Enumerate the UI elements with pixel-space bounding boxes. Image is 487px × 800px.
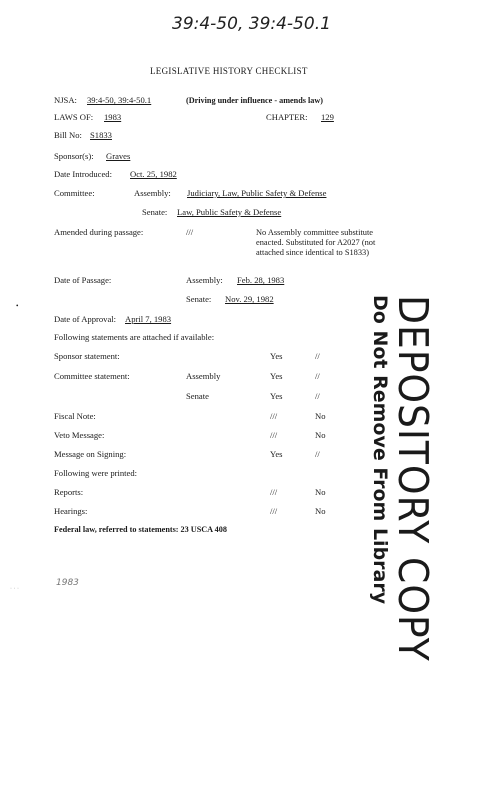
njsa-label: NJSA: [54,95,77,105]
federal-law-note: Federal law, referred to statements: 23 USCA 408 [54,525,227,534]
veto-message-no: No [315,430,326,440]
sponsor-statement-no: // [315,351,320,361]
margin-dots: · · · [10,586,19,592]
amended-mark: /// [186,227,194,237]
attached-heading: Following statements are attached if available: [54,332,215,342]
page-title: LEGISLATIVE HISTORY CHECKLIST [150,66,308,76]
committee-label: Committee: [54,188,95,198]
fiscal-note-yes: /// [270,411,278,421]
chapter-value: 129 [321,112,334,122]
hearings-yes: /// [270,506,278,516]
fiscal-note-no: No [315,411,326,421]
handwritten-title: 39:4-50, 39:4-50.1 [172,14,331,34]
committee-statement-assembly-label: Assembly [186,371,221,381]
passage-senate-label: Senate: [186,294,212,304]
sponsors-value: Graves [106,151,131,161]
njsa-value: 39:4-50, 39:4-50.1 [87,95,152,105]
signing-message-no: // [315,449,320,459]
veto-message-label: Veto Message: [54,430,105,440]
margin-note: 1983 [56,578,79,588]
signing-message-yes: Yes [270,449,283,459]
amended-label: Amended during passage: [54,227,144,237]
bill-no-label: Bill No: [54,130,82,140]
committee-statement-label: Committee statement: [54,371,130,381]
hearings-no: No [315,506,326,516]
committee-statement-senate-no: // [315,391,320,401]
committee-assembly-label: Assembly: [134,188,171,198]
fiscal-note-label: Fiscal Note: [54,411,96,421]
njsa-description: (Driving under influence - amends law) [186,96,323,105]
passage-label: Date of Passage: [54,275,112,285]
committee-statement-senate-label: Senate [186,391,209,401]
passage-senate-value: Nov. 29, 1982 [225,294,274,304]
laws-of-value: 1983 [104,112,122,122]
date-introduced-value: Oct. 25, 1982 [130,169,177,179]
sponsors-label: Sponsor(s): [54,151,94,161]
printed-heading: Following were printed: [54,468,138,478]
signing-message-label: Message on Signing: [54,449,127,459]
margin-mark: • [16,302,19,310]
sponsor-statement-yes: Yes [270,351,283,361]
committee-statement-senate-yes: Yes [270,391,283,401]
reports-no: No [315,487,326,497]
reports-label: Reports: [54,487,84,497]
passage-assembly-label: Assembly: [186,275,223,285]
approval-label: Date of Approval: [54,314,117,324]
date-introduced-label: Date Introduced: [54,169,112,179]
veto-message-yes: /// [270,430,278,440]
bill-no-value: S1833 [90,130,112,140]
committee-statement-assembly-yes: Yes [270,371,283,381]
reports-yes: /// [270,487,278,497]
stamp-line-1: DEPOSITORY COPY [389,295,437,662]
approval-value: April 7, 1983 [125,314,172,324]
depository-stamp [369,295,437,694]
chapter-label: CHAPTER: [266,112,308,122]
committee-senate-value: Law, Public Safety & Defense [177,207,282,217]
hearings-label: Hearings: [54,506,88,516]
committee-senate-label: Senate: [142,207,168,217]
amended-note: No Assembly committee substitute enacted. Substituted for A2027 (not attached since identical to S1833) [256,228,376,258]
committee-statement-assembly-no: // [315,371,320,381]
committee-assembly-value: Judiciary, Law, Public Safety & Defense [187,188,327,198]
laws-of-label: LAWS OF: [54,112,94,122]
passage-assembly-value: Feb. 28, 1983 [237,275,285,285]
stamp-line-2: Do Not Remove From Library [369,295,391,605]
sponsor-statement-label: Sponsor statement: [54,351,120,361]
